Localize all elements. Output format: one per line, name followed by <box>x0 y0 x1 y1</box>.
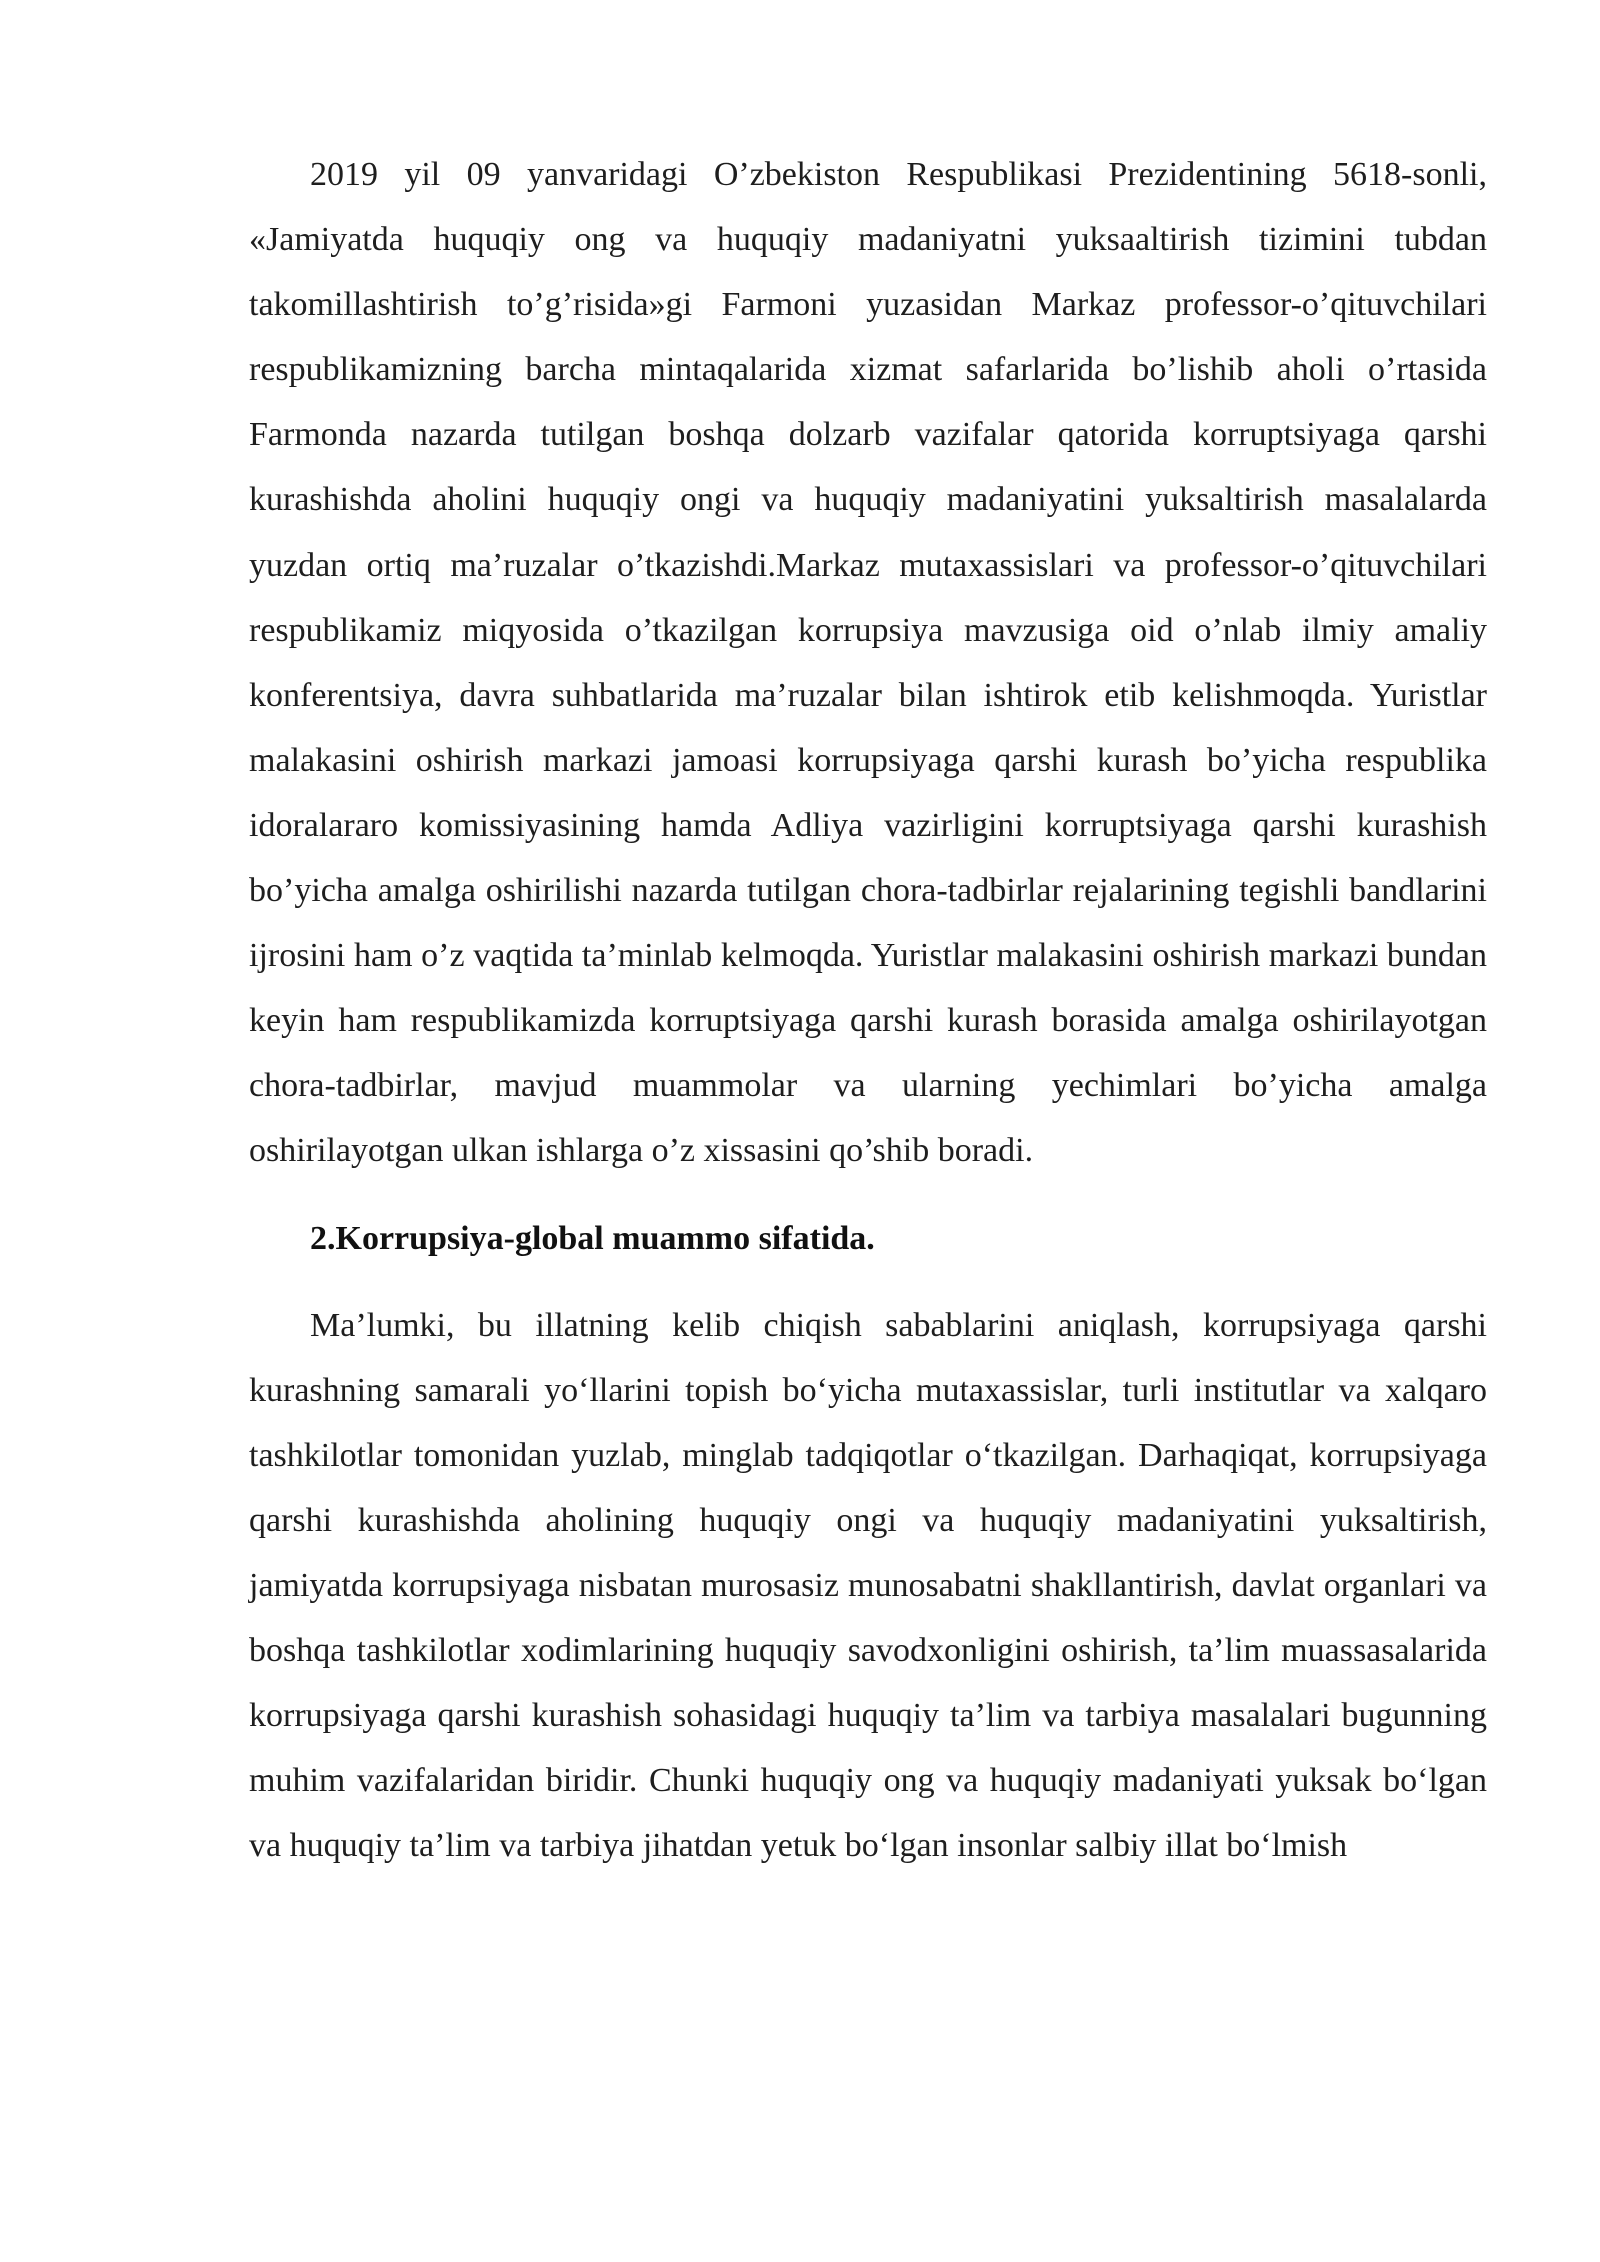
document-page <box>249 142 1487 1878</box>
body-paragraph: 2019 yil 09 yanvaridagi O’zbekiston Respublikasi Prezidentining 5618-sonli, «Jamiyatda huquqiy ong va huquqiy madaniyatni yuksaaltirish tizimini tubdan takomillashtirish to’g’risida»gi Farmoni yuzasidan Markaz professor-o’qituvchilari respublikamizning barcha mintaqalarida xizmat safarlarida bo’lishib aholi o’rtasida Farmonda nazarda tutilgan boshqa dolzarb vazifalar qatorida korruptsiyaga qarshi kurashishda aholini huquqiy ongi va huquqiy madaniyatini yuksaltirish masalalarda yuzdan ortiq ma’ruzalar o’tkazishdi.Markaz mutaxassislari va professor-o’qituvchilari respublikamiz miqyosida o’tkazilgan korrupsiya mavzusiga oid o’nlab ilmiy amaliy konferentsiya, davra suhbatlarida ma’ruzalar bilan ishtirok etib kelishmoqda. Yuristlar malakasini oshirish markazi jamoasi korrupsiyaga qarshi kurash bo’yicha respublika idoralararo komissiyasining hamda Adliya vazirligini korruptsiyaga qarshi kurashish bo’yicha amalga oshirilishi nazarda tutilgan chora-tadbirlar rejalarining tegishli bandlarini ijrosini ham o’z vaqtida ta’minlab kelmoqda. Yuristlar malakasini oshirish markazi bundan keyin ham respublikamizda korruptsiyaga qarshi kurash borasida amalga oshirilayotgan chora-tadbirlar, mavjud muammolar va ularning yechimlari bo’yicha amalga oshirilayotgan ulkan ishlarga o’z xissasini qo’shib boradi. <box>249 156 1487 1170</box>
body-paragraph: Ma’lumki, bu illatning kelib chiqish sabablarini aniqlash, korrupsiyaga qarshi kurashning samarali yo‘llarini topish bo‘yicha mutaxassislar, turli institutlar va xalqaro tashkilotlar tomonidan yuzlab, minglab tadqiqotlar o‘tkazilgan. Darhaqiqat, korrupsiyaga qarshi kurashishda aholining huquqiy ongi va huquqiy madaniyatini yuksaltirish, jamiyatda korrupsiyaga nisbatan murosasiz munosabatni shakllantirish, davlat organlari va boshqa tashkilotlar xodimlarining huquqiy savodxonligini oshirish, ta’lim muassasalarida korrupsiyaga qarshi kurashish sohasidagi huquqiy ta’lim va tarbiya masalalari bugunning muhim vazifalaridan biridir. Chunki huquqiy ong va huquqiy madaniyati yuksak bo‘lgan va huquqiy ta’lim va tarbiya jihatdan yetuk bo‘lgan insonlar salbiy illat bo‘lmish <box>249 1306 1487 1865</box>
section-heading: 2.Korrupsiya-global muammo sifatida. <box>310 1219 875 1257</box>
